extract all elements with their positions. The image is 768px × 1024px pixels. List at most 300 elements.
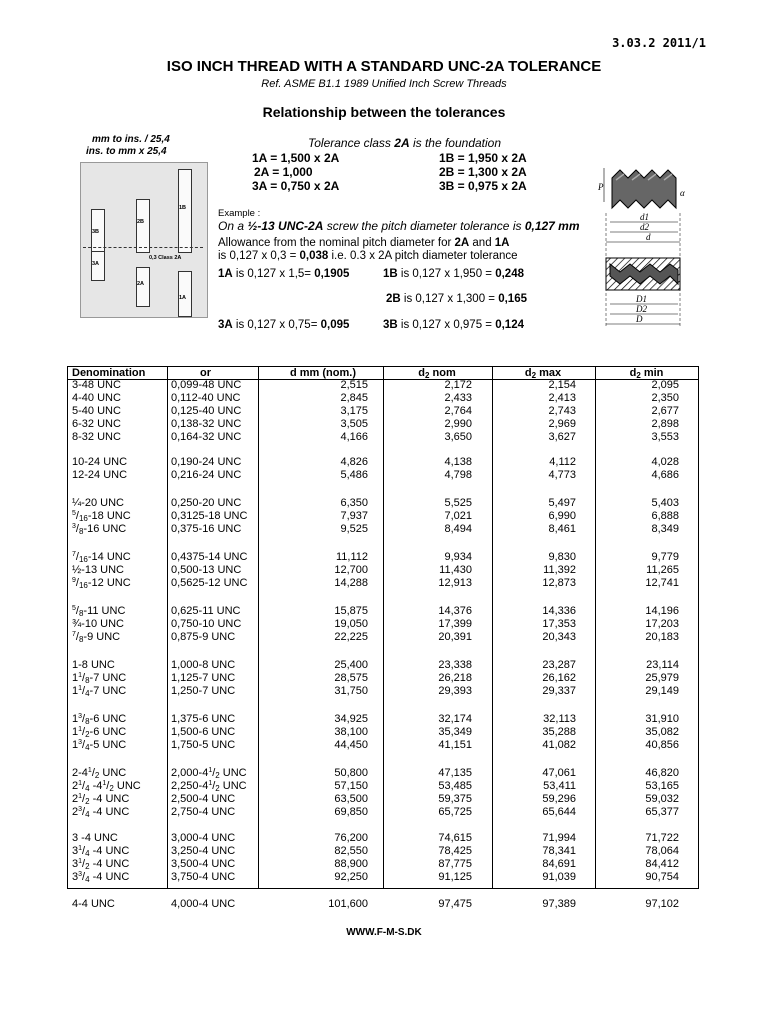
cell-denomination: 12-24 UNC	[72, 468, 128, 481]
cell-d2-min: 4,028	[651, 456, 679, 468]
allowance-and: and	[469, 237, 495, 249]
table-row	[68, 858, 698, 871]
denom-rest: -4 UNC	[89, 870, 130, 883]
cell-d-mm: 28,575	[334, 671, 368, 684]
cell-d2-max: 41,082	[542, 738, 576, 751]
cell-decimal-designation: 0,190-24 UNC	[171, 456, 242, 468]
cell-d2-min: 11,265	[646, 563, 679, 576]
zone-1b-label: 1B	[179, 205, 187, 211]
cell-d2-min: 17,203	[645, 617, 679, 630]
cell-d2-nom: 47,135	[438, 767, 472, 779]
cell-d2-min: 35,082	[645, 725, 679, 738]
table-row	[68, 510, 698, 523]
cell-d2-nom: 9,934	[444, 551, 472, 563]
cell-denomination	[72, 806, 129, 818]
cell-decimal-designation: 0,3125-18 UNC	[171, 509, 248, 522]
denom-slash: /	[82, 844, 86, 857]
denom-numerator: 1	[78, 844, 83, 852]
cell-d2-nom: 4,798	[444, 468, 472, 481]
thread-table	[67, 366, 699, 910]
denom-rest: -7 UNC	[89, 671, 127, 684]
denom-slash: /	[75, 522, 79, 535]
cell-d2-nom: 59,375	[438, 792, 472, 805]
calc-1a-value: 0,1905	[314, 268, 350, 280]
table-row	[68, 431, 698, 444]
cell-d2-min: 46,820	[645, 767, 679, 779]
cell-d2-nom: 23,338	[438, 659, 472, 671]
calc-2b	[386, 293, 527, 305]
denom-slash: /	[82, 671, 86, 684]
cell-d-mm: 14,288	[334, 576, 368, 589]
cell-denomination	[72, 510, 131, 522]
cell-d2-max: 47,061	[542, 767, 576, 779]
calc-3b-label: 3B	[383, 319, 398, 331]
cell-d2-min: 78,064	[645, 844, 679, 857]
calc-3a	[218, 319, 349, 331]
cell-d2-min: 84,412	[645, 857, 679, 870]
allowance-1a: 1A	[494, 237, 510, 249]
cell-decimal-designation: 1,000-8 UNC	[171, 659, 236, 671]
calc-3b-value: 0,124	[495, 319, 524, 331]
calc-1a-text: is 0,127 x 1,5=	[232, 268, 315, 280]
cell-denomination: 1-8 UNC	[72, 659, 115, 671]
calc-3a-label: 3A	[218, 319, 233, 331]
relation-3b: 3B = 0,975 x 2A	[439, 179, 527, 193]
denom-denominator: 4	[85, 783, 90, 793]
zone-1a-label: 1A	[179, 295, 187, 301]
cell-d-mm: 5,486	[340, 468, 368, 481]
denom-whole: 1	[72, 671, 79, 684]
zone-2b-label: 2B	[137, 219, 145, 225]
denom-whole: 3	[72, 844, 79, 857]
cell-d2-nom: 17,399	[438, 617, 472, 630]
denom-slash: /	[75, 551, 79, 563]
hdr-d2max-sub: 2	[531, 371, 537, 380]
cell-decimal-designation: 0,216-24 UNC	[171, 468, 242, 481]
denom-denominator: 8	[85, 675, 90, 685]
cell-d2-nom: 11,430	[439, 563, 472, 576]
thread-profile-drawing	[590, 158, 690, 338]
hdr-d2max-rest: max	[536, 367, 562, 379]
denom-numerator: 3	[78, 805, 83, 813]
cell-d-mm: 3,175	[340, 404, 368, 417]
cell-denomination	[72, 726, 126, 738]
table-row	[68, 685, 698, 698]
cell-decimal-designation: 0,500-13 UNC	[171, 563, 242, 576]
cell-d2-max: 78,341	[542, 844, 576, 857]
cell-decimal-designation	[171, 767, 247, 779]
denom-numerator: 7	[72, 630, 76, 638]
cell-d-mm: 2,515	[340, 379, 368, 391]
relation-3a: 3A = 0,750 x 2A	[252, 179, 340, 193]
denom-numerator: 1	[78, 792, 83, 800]
cell-decimal-designation: 2,500-4 UNC	[171, 792, 236, 805]
denom-numerator: 3	[78, 713, 83, 720]
cell-d2-min: 25,979	[645, 671, 679, 684]
zone-2a-label: 2A	[137, 281, 145, 287]
header-d2-nom	[383, 367, 491, 379]
cell-d2-min: 4,686	[651, 468, 679, 481]
cell-d2-min: 8,349	[651, 522, 679, 535]
cell-d2-max: 11,392	[543, 563, 576, 576]
denom-rest: UNC	[99, 767, 127, 779]
cell-d-mm: 11,112	[335, 551, 368, 563]
cell-decimal-designation: 1,375-6 UNC	[171, 713, 236, 725]
denom-rest: -4 UNC	[89, 792, 130, 805]
denom-denominator: 2	[85, 729, 90, 739]
cell-d2-max: 9,830	[548, 551, 576, 563]
cell-denomination	[72, 780, 141, 792]
cell-decimal-designation: 1,500-6 UNC	[171, 725, 236, 738]
cell-denomination	[72, 845, 129, 857]
table-row	[68, 631, 698, 644]
reference-line: Ref. ASME B1.1 1989 Unified Inch Screw Threads	[261, 78, 507, 90]
alt-numerator: 1	[208, 779, 213, 787]
table-row	[68, 793, 698, 806]
cell-d2-min: 71,722	[645, 832, 679, 844]
alt-numerator: 1	[208, 767, 213, 774]
cell-d2-nom: 2,433	[444, 391, 472, 404]
cell-decimal-designation: 0,250-20 UNC	[171, 497, 242, 509]
cell-d2-max: 35,288	[542, 725, 576, 738]
cell-d2-nom: 5,525	[444, 497, 472, 509]
calc-1b-text: is 0,127 x 1,950 =	[397, 268, 496, 280]
denom-whole: 1	[72, 713, 79, 725]
table-row	[68, 577, 698, 590]
relation-2a: 2A = 1,000	[254, 165, 313, 179]
cell-d2-nom: 26,218	[438, 671, 472, 684]
cell-d2-max: 8,461	[548, 522, 576, 535]
denom-rest: -4 UNC	[89, 857, 130, 870]
cell-denomination	[72, 767, 126, 779]
table-row	[68, 551, 698, 564]
denom-slash: /	[82, 713, 86, 725]
cell-d2-max: 2,969	[548, 417, 576, 430]
cell-denomination	[72, 793, 129, 805]
cell-d2-nom: 2,764	[444, 404, 472, 417]
denom-slash: /	[82, 779, 86, 792]
denom-denominator: 4	[85, 809, 90, 819]
cell-d-mm: 15,875	[334, 605, 368, 617]
cell-d-mm: 9,525	[340, 522, 368, 535]
cell-decimal-designation: 1,750-5 UNC	[171, 738, 236, 751]
table-row	[68, 726, 698, 739]
calc-2b-text: is 0,127 x 1,300 =	[400, 293, 499, 305]
denom-rest: -4	[89, 779, 103, 792]
cell-d-mm: 34,925	[334, 713, 368, 725]
denom-rest: -4 UNC	[89, 805, 130, 818]
cell-decimal-designation: 0,099-48 UNC	[171, 379, 242, 391]
denom-numerator: 3	[78, 870, 83, 878]
table-row	[68, 469, 698, 482]
denom-slash: /	[82, 725, 86, 738]
hdr-d2nom-sub: 2	[425, 371, 430, 380]
cell-decimal-designation: 0,750-10 UNC	[171, 617, 242, 630]
alt-denominator: 2	[215, 783, 220, 793]
cell-d2-nom: 87,775	[438, 857, 472, 870]
table-row	[68, 456, 698, 469]
cell-decimal-designation: 2,750-4 UNC	[171, 805, 236, 818]
section-subtitle: Relationship between the tolerances	[262, 104, 506, 120]
cell-denomination: 3-48 UNC	[72, 379, 121, 391]
cell-d2-min: 59,032	[645, 792, 679, 805]
cell-decimal-designation: 0,125-40 UNC	[171, 404, 242, 417]
cell-d2-nom: 4,138	[444, 456, 472, 468]
denom-numerator: 1	[78, 779, 83, 787]
page-title: ISO INCH THREAD WITH A STANDARD UNC-2A TOLERANCE	[166, 58, 602, 75]
table-row	[68, 713, 698, 726]
cell-denomination: ¼-20 UNC	[72, 497, 124, 509]
cell-d2-min: 40,856	[645, 738, 679, 751]
example-label: Example :	[218, 208, 261, 219]
denom-numerator: 1	[78, 725, 83, 733]
zone-2a	[136, 267, 150, 307]
denom-numerator: 7	[72, 551, 76, 558]
denom-denominator: 16	[78, 555, 88, 564]
cell-d2-nom: 41,151	[438, 738, 472, 751]
allowance-value: 0,038	[299, 250, 329, 262]
table-row	[68, 418, 698, 431]
cell-d2-min: 97,102	[645, 898, 679, 910]
denom-denominator: 4	[85, 742, 90, 752]
cell-decimal-designation: 1,125-7 UNC	[171, 671, 236, 684]
denom-rest: -4 UNC	[89, 844, 130, 857]
cell-d-mm: 6,350	[340, 497, 368, 509]
calc-2b-label: 2B	[386, 293, 401, 305]
cell-decimal-designation: 3,750-4 UNC	[171, 870, 236, 883]
cell-d-mm: 101,600	[328, 898, 368, 910]
calc-3b-text: is 0,127 x 0,975 =	[397, 319, 496, 331]
allowance-line-1	[218, 237, 509, 249]
cell-d-mm: 19,050	[334, 617, 368, 630]
calc-1a	[218, 268, 349, 280]
nominal-line	[83, 247, 203, 248]
cell-d2-max: 20,343	[542, 630, 576, 643]
label-alpha: α	[680, 188, 685, 198]
example-line	[218, 219, 580, 233]
relation-1b: 1B = 1,950 x 2A	[439, 151, 527, 165]
hdr-d2min-d: d	[629, 367, 637, 379]
cell-d2-max: 3,627	[548, 430, 576, 443]
zone-1a	[178, 271, 192, 317]
cell-d2-nom: 20,391	[438, 630, 472, 643]
cell-d2-max: 6,990	[548, 509, 576, 522]
denom-rest: -6 UNC	[89, 725, 127, 738]
cell-d2-max: 26,162	[542, 671, 576, 684]
cell-d-mm: 22,225	[334, 630, 368, 643]
cell-decimal-designation	[171, 780, 247, 792]
cell-d-mm: 57,150	[334, 779, 368, 792]
cell-d2-nom: 8,494	[444, 522, 472, 535]
cell-denomination: 4-40 UNC	[72, 391, 121, 404]
cell-d-mm: 44,450	[334, 738, 368, 751]
conversion-mm-to-in: mm to ins. / 25,4	[92, 134, 170, 145]
cell-d-mm: 12,700	[334, 563, 368, 576]
cell-denomination	[72, 631, 120, 643]
relation-1a: 1A = 1,500 x 2A	[252, 151, 340, 165]
table-row	[68, 379, 698, 392]
cell-denomination: 10-24 UNC	[72, 456, 128, 468]
denom-slash: /	[82, 738, 86, 751]
cell-d2-max: 4,112	[549, 456, 576, 468]
denom-denominator: 2	[85, 796, 90, 806]
cell-denomination	[72, 672, 126, 684]
cell-d2-max: 65,644	[542, 805, 576, 818]
cell-d2-min: 2,350	[651, 391, 679, 404]
table-row	[68, 564, 698, 577]
table-row	[68, 605, 698, 618]
cell-denomination	[72, 858, 129, 870]
cell-d2-nom: 29,393	[438, 684, 472, 697]
table-row	[68, 497, 698, 510]
cell-d2-min: 5,403	[651, 497, 679, 509]
denom-numerator: 3	[72, 522, 76, 530]
denom-rest: -16 UNC	[83, 522, 127, 535]
denom-whole: 2-4	[72, 767, 88, 779]
calc-1b-value: 0,248	[495, 268, 524, 280]
cell-d2-nom: 2,172	[444, 379, 472, 391]
cell-d2-nom: 35,349	[438, 725, 472, 738]
cell-d2-nom: 53,485	[438, 779, 472, 792]
conversion-in-to-mm: ins. to mm x 25,4	[86, 146, 167, 157]
denom-slash: /	[75, 630, 79, 643]
cell-d2-max: 97,389	[542, 898, 576, 910]
calc-3a-value: 0,095	[320, 319, 350, 331]
denom-numerator: 9	[72, 576, 76, 584]
cell-d2-max: 53,411	[543, 779, 576, 792]
table-row	[68, 806, 698, 819]
cell-decimal-designation: 0,164-32 UNC	[171, 430, 242, 443]
denom-slash: /	[91, 767, 95, 779]
cell-decimal-designation: 0,375-16 UNC	[171, 522, 242, 535]
allowance-line-2	[218, 250, 518, 262]
cell-denomination	[72, 605, 125, 617]
cell-d2-max: 32,113	[543, 713, 576, 725]
cell-d-mm: 3,505	[340, 417, 368, 430]
denom-numerator: 5	[72, 509, 76, 517]
cell-decimal-designation: 0,112-40 UNC	[171, 391, 241, 404]
denom-slash: /	[75, 509, 79, 522]
cell-denomination	[72, 739, 126, 751]
denom-whole: 3	[72, 870, 79, 883]
cell-denomination: 6-32 UNC	[72, 417, 121, 430]
table-row	[68, 618, 698, 631]
cell-denomination	[72, 685, 126, 697]
label-d2: d2	[640, 222, 649, 232]
cell-decimal-designation: 0,875-9 UNC	[171, 630, 236, 643]
cell-d2-min: 65,377	[645, 805, 679, 818]
allowance-calc: is 0,127 x 0,3 =	[218, 250, 300, 262]
denom-slash: /	[82, 684, 86, 697]
cell-denomination: ¾-10 UNC	[72, 617, 124, 630]
cell-d-mm: 63,500	[334, 792, 368, 805]
denom-slash-2: /	[106, 779, 110, 792]
table-row	[68, 845, 698, 858]
calc-1a-label: 1A	[218, 268, 233, 280]
table-row	[68, 832, 698, 845]
cell-d-mm: 38,100	[334, 725, 368, 738]
cell-denomination: 5-40 UNC	[72, 404, 121, 417]
cell-d-mm: 88,900	[334, 857, 368, 870]
cell-d-mm: 2,845	[340, 391, 368, 404]
cell-d2-max: 4,773	[548, 468, 576, 481]
zone-1b	[178, 169, 192, 253]
cell-d2-min: 2,677	[651, 404, 679, 417]
denom-numerator: 1	[78, 857, 83, 865]
denom-denominator: 8	[85, 717, 90, 726]
denom-denominator: 4	[85, 688, 90, 698]
calc-3a-text: is 0,127 x 0,75=	[232, 319, 321, 331]
cell-decimal-designation: 3,000-4 UNC	[171, 832, 236, 844]
label-D1: D1	[636, 294, 647, 304]
cell-decimal-designation: 0,4375-14 UNC	[171, 551, 248, 563]
cell-d2-min: 2,095	[651, 379, 679, 391]
cell-decimal-designation: 1,250-7 UNC	[171, 684, 236, 697]
cell-d2-max: 2,743	[548, 404, 576, 417]
hdr-d2max-d: d	[524, 367, 532, 379]
example-mid: screw the pitch diameter tolerance is	[323, 219, 525, 233]
table-row	[68, 523, 698, 536]
hdr-d2nom-rest: nom	[429, 367, 456, 379]
cell-d2-min: 23,114	[646, 659, 679, 671]
cell-d2-max: 71,994	[542, 832, 576, 844]
calc-2b-value: 0,165	[498, 293, 527, 305]
denom-whole: 1	[72, 738, 79, 751]
cell-d2-nom: 3,650	[444, 430, 472, 443]
denom-numerator-2: 1	[102, 779, 107, 787]
denom-numerator: 1	[78, 684, 83, 692]
zone-3a-label: 3A	[92, 261, 100, 267]
cell-d2-nom: 78,425	[438, 844, 472, 857]
alt-whole: 2,250-4	[171, 779, 209, 792]
foundation-class: 2A	[394, 136, 410, 150]
cell-d2-max: 2,154	[548, 379, 576, 391]
table-row	[68, 392, 698, 405]
cell-d2-min: 90,754	[645, 870, 679, 883]
table-row	[68, 739, 698, 752]
document-reference: 3.03.2 2011/1	[612, 36, 706, 50]
allowance-text: Allowance from the nominal pitch diameter for	[218, 237, 455, 249]
alt-denominator: 2	[215, 771, 220, 780]
cell-decimal-designation: 4,000-4 UNC	[171, 898, 236, 910]
cell-denomination	[72, 577, 131, 589]
cell-d2-max: 29,337	[542, 684, 576, 697]
cell-d2-min: 53,165	[645, 779, 679, 792]
cell-d2-nom: 32,174	[438, 713, 472, 725]
footer-url: WWW.F-M-S.DK	[346, 927, 422, 938]
cell-decimal-designation: 0,138-32 UNC	[171, 417, 242, 430]
cell-denomination	[72, 713, 126, 725]
header-d-mm: d mm (nom.)	[290, 367, 356, 379]
zone-2b	[136, 199, 150, 253]
cell-d2-max: 12,873	[542, 576, 576, 589]
cell-denomination: 3 -4 UNC	[72, 832, 118, 844]
calc-3b	[383, 319, 524, 331]
denom-rest: -18 UNC	[87, 509, 131, 522]
cell-d2-nom: 97,475	[438, 898, 472, 910]
table-row	[68, 871, 698, 884]
cell-decimal-designation: 3,250-4 UNC	[171, 844, 236, 857]
cell-denomination	[72, 871, 129, 883]
denom-slash: /	[82, 857, 86, 870]
cell-d2-max: 91,039	[542, 870, 576, 883]
header-or: or	[200, 367, 211, 379]
denom-denominator: 2	[85, 861, 90, 871]
denom-denominator: 8	[78, 634, 84, 644]
cell-d-mm: 50,800	[334, 767, 368, 779]
denom-rest: -7 UNC	[89, 684, 127, 697]
cell-decimal-designation: 0,5625-12 UNC	[171, 576, 248, 589]
